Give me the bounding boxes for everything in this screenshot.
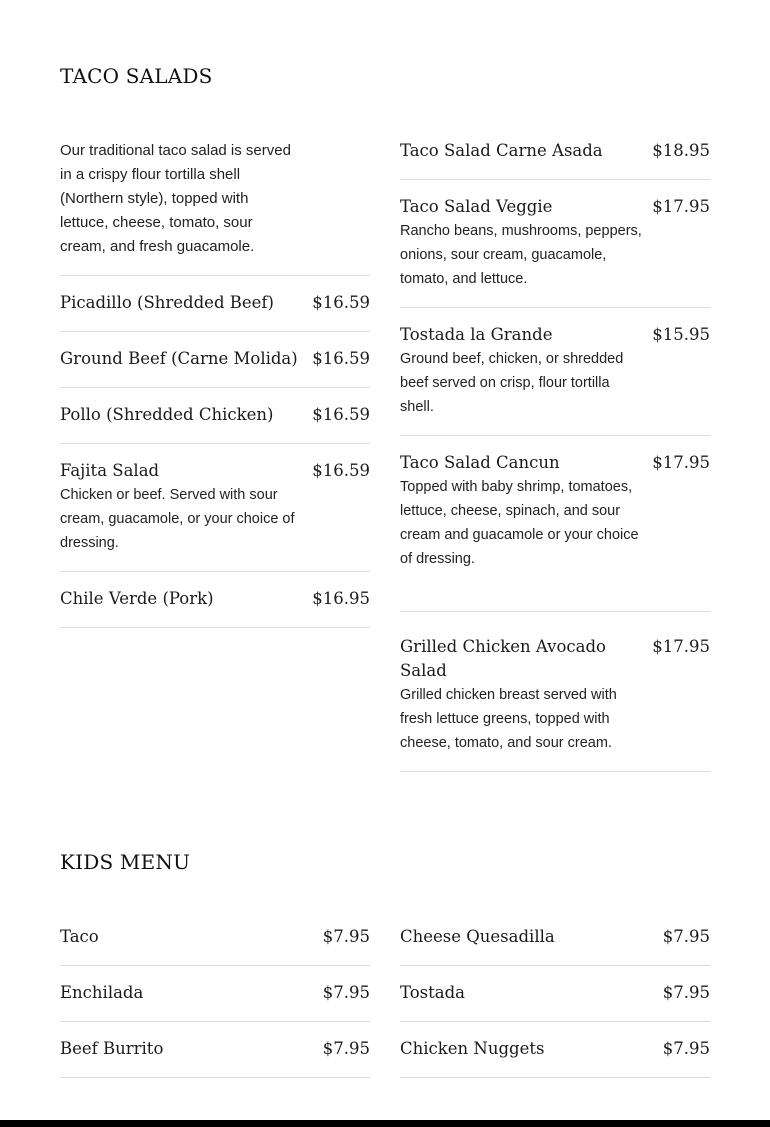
item-price: $7.95 — [322, 983, 370, 1002]
item-price: $7.95 — [322, 1039, 370, 1058]
item-name: Tostada la Grande — [400, 325, 553, 344]
item-price: $16.59 — [312, 461, 370, 480]
menu-item — [400, 925, 710, 966]
menu-item — [60, 388, 370, 444]
item-name: Pollo (Shredded Chicken) — [60, 405, 274, 424]
menu-item — [60, 276, 370, 332]
item-name: Taco Salad Cancun — [400, 453, 560, 472]
item-name: Taco Salad Carne Asada — [400, 141, 603, 160]
item-name: Picadillo (Shredded Beef) — [60, 293, 274, 312]
footer-bar — [0, 1120, 770, 1127]
menu-item — [400, 612, 710, 772]
item-price: $7.95 — [322, 927, 370, 946]
item-name: Taco Salad Veggie — [400, 197, 553, 216]
item-price: $18.95 — [652, 141, 710, 160]
kids-menu-right-column — [400, 925, 710, 1078]
item-name: Enchilada — [60, 983, 144, 1002]
item-description: Rancho beans, mushrooms, peppers, onions, sour cream, guacamole, tomato, and lettuce. — [400, 223, 642, 287]
taco-salads-left-column — [60, 139, 370, 628]
menu-item — [400, 139, 710, 180]
item-name: Grilled Chicken Avocado Salad — [400, 637, 606, 680]
taco-salads-title: TACO SALADS — [60, 64, 213, 88]
kids-menu-left-column — [60, 925, 370, 1078]
item-price: $17.95 — [652, 197, 710, 216]
item-description: Grilled chicken breast served with fresh lettuce greens, topped with cheese, tomato, and sour cream. — [400, 687, 617, 751]
menu-item — [60, 332, 370, 388]
menu-item — [400, 308, 710, 436]
menu-item — [400, 1022, 710, 1078]
item-name: Taco — [60, 927, 99, 946]
item-name: Chicken Nuggets — [400, 1039, 545, 1058]
item-price: $16.95 — [312, 589, 370, 608]
item-description: Ground beef, chicken, or shredded beef served on crisp, flour tortilla shell. — [400, 351, 624, 415]
item-price: $17.95 — [652, 637, 710, 656]
item-price: $15.95 — [652, 325, 710, 344]
item-description: Topped with baby shrimp, tomatoes, lettuce, cheese, spinach, and sour cream and guacamole or your choice of dressing. — [400, 479, 639, 567]
item-price: $16.59 — [312, 293, 370, 312]
menu-item — [400, 436, 710, 612]
item-price: $7.95 — [662, 927, 710, 946]
taco-salads-right-column — [400, 139, 710, 772]
item-price: $7.95 — [662, 1039, 710, 1058]
item-name: Cheese Quesadilla — [400, 927, 555, 946]
kids-menu-title: KIDS MENU — [60, 850, 191, 874]
menu-item — [60, 966, 370, 1022]
item-price: $16.59 — [312, 405, 370, 424]
menu-item — [60, 572, 370, 628]
item-name: Chile Verde (Pork) — [60, 589, 214, 608]
menu-item — [400, 180, 710, 308]
item-price: $17.95 — [652, 453, 710, 472]
item-name: Ground Beef (Carne Molida) — [60, 349, 298, 368]
taco-salads-intro: Our traditional taco salad is served in a crispy flour tortilla shell (Northern style), topped with lettuce, cheese, tomato, sour cream, and fresh guacamole. — [60, 139, 370, 276]
menu-item — [60, 925, 370, 966]
item-price: $16.59 — [312, 349, 370, 368]
item-name: Beef Burrito — [60, 1039, 164, 1058]
item-name: Fajita Salad — [60, 461, 160, 480]
item-price: $7.95 — [662, 983, 710, 1002]
menu-item — [60, 444, 370, 572]
item-name: Tostada — [400, 983, 465, 1002]
item-description: Chicken or beef. Served with sour cream, guacamole, or your choice of dressing. — [60, 487, 295, 551]
menu-item — [400, 966, 710, 1022]
menu-item — [60, 1022, 370, 1078]
